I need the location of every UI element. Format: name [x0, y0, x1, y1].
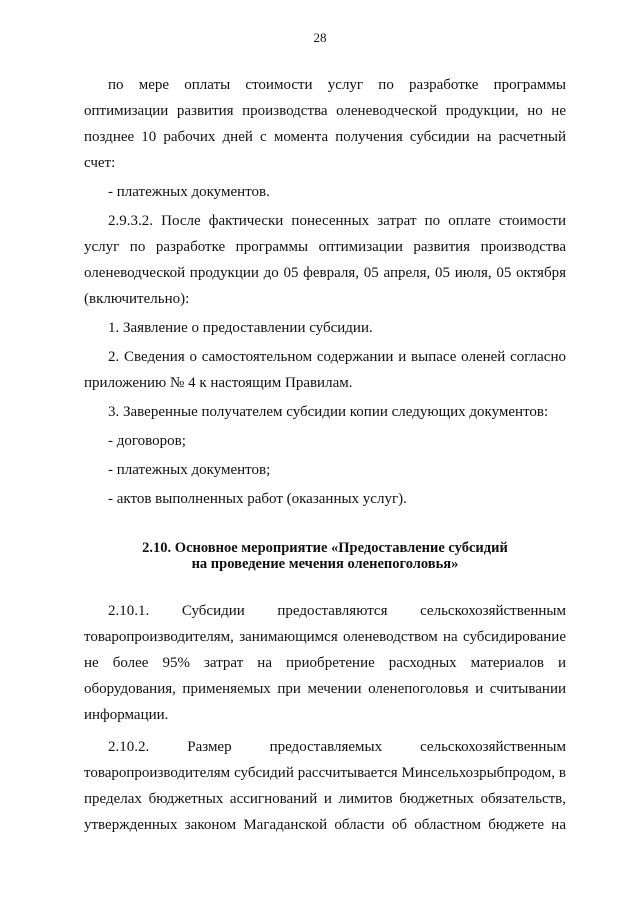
paragraph-2-10-1: 2.10.1. Субсидии предоставляются сельскохозяйственным товаропроизводителям, занимающимся оленеводством на субсидирование не более 95% затрат на приобретение расходных материалов и оборудования, применяемых при мечении оленепоголовья и считывании информации.	[84, 603, 566, 723]
list-item-payment-docs: - платежных документов;	[108, 462, 271, 478]
list-item-certified-copies: 3. Заверенные получателем субсидии копии следующих документов:	[108, 404, 549, 420]
list-item-contracts: - договоров;	[108, 433, 186, 449]
list-item-reindeer-info: 2. Сведения о самостоятельном содержании и выпасе оленей согласно приложению № 4 к настоящим Правилам.	[84, 349, 566, 391]
paragraph-payment-terms: по мере оплаты стоимости услуг по разработке программы оптимизации развития производства оленеводческой продукции, но не позднее 10 рабочих дней с момента получения субсидии на расчетный счет:	[84, 77, 566, 171]
section-heading-line2: на проведение мечения оленепоголовья»	[191, 556, 459, 572]
section-heading-line1: 2.10. Основное мероприятие «Предоставление субсидий	[142, 540, 508, 556]
paragraph-2-10-2: 2.10.2. Размер предоставляемых сельскохозяйственным товаропроизводителям субсидий рассчитывается Минсельхозрыбпродом, в пределах бюджетных ассигнований и лимитов бюджетных обязательств, утвержденных законом Магаданской области об областном бюджете на	[84, 739, 566, 833]
list-item-application: 1. Заявление о предоставлении субсидии.	[108, 320, 373, 336]
page-number: 28	[313, 30, 327, 45]
section-heading	[84, 540, 566, 572]
document-body	[84, 72, 566, 838]
list-item-payment-documents: - платежных документов.	[108, 184, 270, 200]
paragraph-2-9-3-2: 2.9.3.2. После фактически понесенных затрат по оплате стоимости услуг по разработке программы оптимизации развития производства оленеводческой продукции до 05 февраля, 05 апреля, 05 июля, 05 октября (включительно):	[84, 213, 566, 307]
list-item-work-acts: - актов выполненных работ (оказанных услуг).	[108, 491, 407, 507]
